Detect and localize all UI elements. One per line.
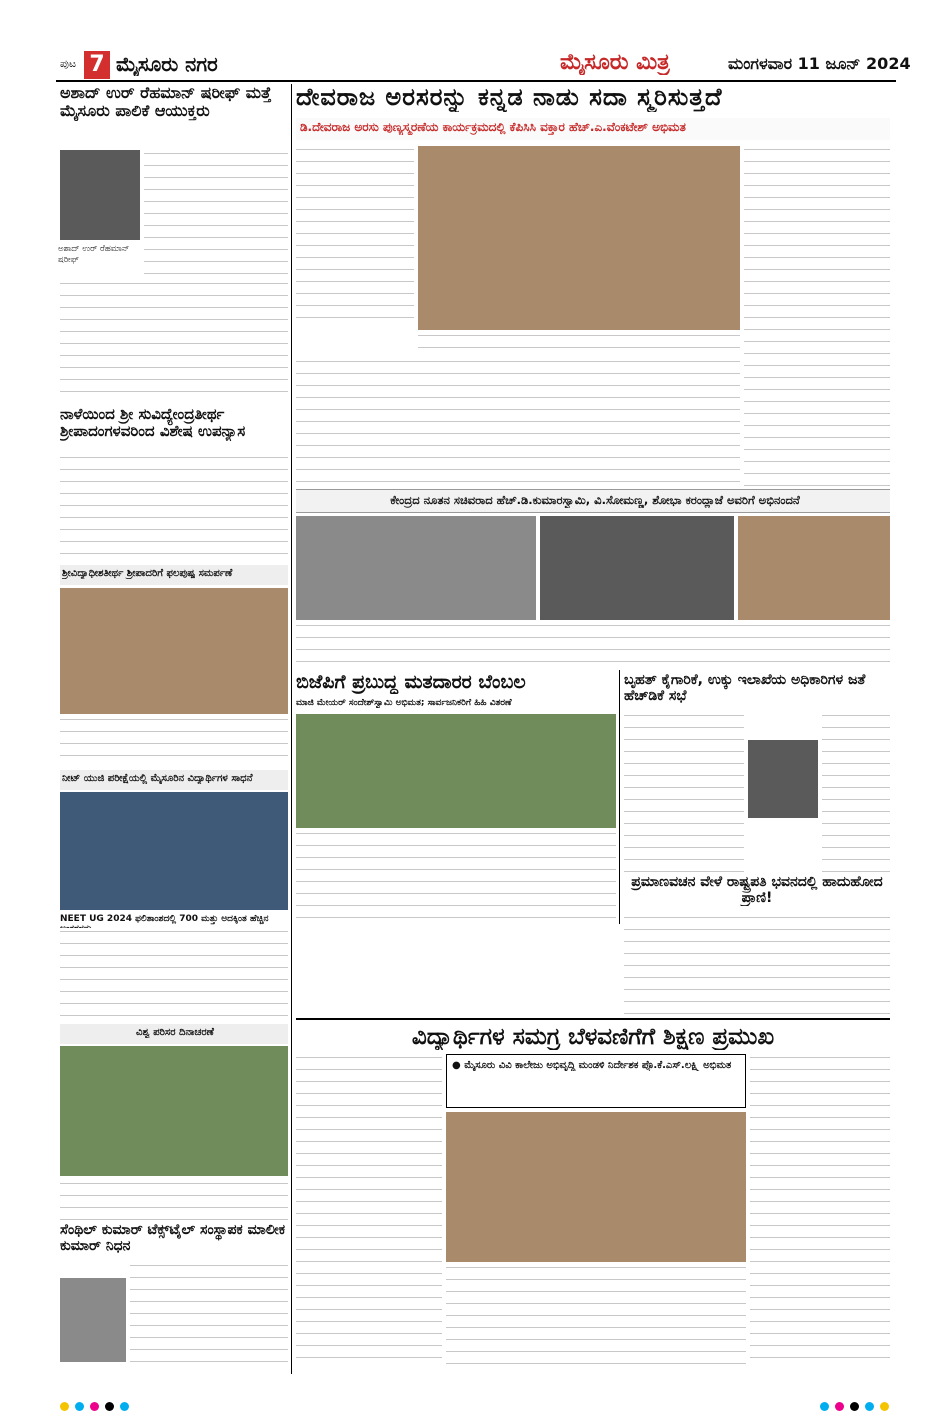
issue-date: ಮಂಗಳವಾರ 11 ಜೂನ್ 2024 (728, 54, 911, 73)
portrait-photo (60, 150, 140, 240)
left-story3-body (130, 1262, 288, 1366)
pooja-photo (60, 588, 288, 714)
lead-headline: ದೇವರಾಜ ಅರಸರನ್ನು ಕನ್ನಡ ನಾಡು ಸದಾ ಸ್ಮರಿಸುತ್ತದೆ (296, 84, 723, 111)
edu-body-col2 (446, 1288, 746, 1368)
right-story1-body-a (624, 712, 744, 872)
lead-body-lower (296, 358, 740, 486)
education-headline: ವಿದ್ಯಾರ್ಥಿಗಳ ಸಮಗ್ರ ಬೆಳವಣಿಗೆಗೆ ಶಿಕ್ಷಣ ಪ್ರಮುಖ (411, 1024, 775, 1050)
left-story2-title: ನಾಳೆಯಿಂದ ಶ್ರೀ ಸುವಿದ್ಯೇಂದ್ರತೀರ್ಥ ಶ್ರೀಪಾದಂಗಳವರಿಂದ ವಿಶೇಷ ಉಪನ್ಯಾಸ (60, 406, 246, 441)
tribute-photo (418, 146, 740, 330)
registration-marks-left (60, 1402, 160, 1414)
felicitation-photo-3 (738, 516, 890, 620)
header-rule (56, 80, 896, 82)
right-story2-body (624, 914, 890, 1014)
edu-body-col3 (750, 1054, 890, 1368)
tribute-caption (418, 332, 740, 356)
right-story1-title: ಬೃಹತ್ ಕೈಗಾರಿಕೆ, ಉಕ್ಕು ಇಲಾಖೆಯ ಅಧಿಕಾರಿಗಳ ಜತೆ ಹೆಚ್‌ಡಿಕೆ ಸಭೆ (624, 672, 866, 705)
lead-body-right (744, 146, 890, 486)
left-story1-body-cont (60, 280, 288, 398)
section-title: ಮೈಸೂರು ನಗರ (116, 52, 218, 76)
newspaper-brand: ಮೈಸೂರು ಮಿತ್ರ (560, 50, 670, 75)
lead-subhead: ಡಿ.ದೇವರಾಜ ಅರಸು ಪುಣ್ಯಸ್ಮರಣೆಯ ಕಾರ್ಯಕ್ರಮದಲ್ಲಿ ಕೆಪಿಸಿಸಿ ವಕ್ತಾರ ಹೆಚ್.ಎ.ವೆಂಕಟೇಶ್ ಅಭಿಮತ (300, 120, 686, 134)
tree-planting-photo (60, 1046, 288, 1176)
photo2-caption (60, 928, 288, 1020)
page-number: 7 (84, 51, 110, 79)
edu-summary: ● ಮೈಸೂರು ವಿವಿ ಕಾಲೇಜು ಅಭಿವೃದ್ಧಿ ಮಂಡಳಿ ನಿರ್ದೇಶಕ ಪ್ರೊ.ಕೆ.ಎಸ್.ಲಕ್ಷ್ಮಿ ಅಭಿಮತ (452, 1060, 732, 1071)
left-story2-body (60, 454, 288, 558)
bjp-body (296, 830, 616, 924)
photo1-caption (60, 716, 288, 766)
felicitation-photo-1 (296, 516, 536, 620)
left-story1-title: ಅಶಾದ್ ಉರ್ ರೆಹಮಾನ್ ಷರೀಫ್ ಮತ್ತೆ ಮೈಸೂರು ಪಾಲಿಕೆ ಆಯುಕ್ತರು (60, 84, 272, 121)
left-story3-title: ಸೆಂಥಿಲ್ ಕುಮಾರ್ ಟೆಕ್ಸ್‌ಟೈಲ್ ಸಂಸ್ಥಾಪಕ ಮಾಲೀಕ ಕುಮಾರ್ ನಿಧನ (60, 1222, 286, 1255)
photo1-title: ಶ್ರೀವಿದ್ಯಾಧೀಶತೀರ್ಥ ಶ್ರೀಪಾದರಿಗೆ ಫಲಪುಷ್ಪ ಸಮರ್ಪಣೆ (62, 568, 233, 579)
lamp-lighting-photo (446, 1112, 746, 1262)
edu-photo-caption (446, 1264, 746, 1284)
bjp-subtitle: ಮಾಜಿ ಮೇಯರ್ ಸಂದೇಶ್‌ಸ್ವಾಮಿ ಅಭಿಮತ; ಸಾರ್ವಜನಿಕರಿಗೆ ಹಿಹಿ ವಿತರಣೆ (296, 698, 512, 708)
neet-result-line: NEET UG 2024 ಫಲಿತಾಂಶದಲ್ಲಿ 700 ಮತ್ತು ಅದಕ್ಕಿಂತ ಹೆಚ್ಚಿನ (60, 914, 269, 924)
photo3-title: ವಿಶ್ವ ಪರಿಸರ ದಿನಾಚರಣೆ (136, 1027, 214, 1038)
neet-students-photo (60, 792, 288, 910)
bjp-photo (296, 714, 616, 828)
felicitation-caption (296, 622, 890, 668)
bjp-title: ಬಿಜೆಪಿಗೆ ಪ್ರಬುದ್ಧ ಮತದಾರರ ಬೆಂಬಲ (296, 672, 526, 693)
obituary-photo (60, 1278, 126, 1362)
right-story1-body-b (822, 712, 890, 872)
photo2-title: ನೀಟ್ ಯುಜಿ ಪರೀಕ್ಷೆಯಲ್ಲಿ ಮೈಸೂರಿನ ವಿದ್ಯಾರ್ಥಿಗಳ ಸಾಧನೆ (62, 773, 253, 784)
right-story2-title: ಪ್ರಮಾಣವಚನ ವೇಳೆ ರಾಷ್ಟ್ರಪತಿ ಭವನದಲ್ಲಿ ಹಾದುಹೋದ ಪ್ರಾಣಿ! (631, 874, 883, 907)
felicitation-photo-2 (540, 516, 734, 620)
lead-body-col1 (296, 146, 414, 328)
portrait-caption: ಅಶಾದ್ ಉರ್ ರೆಹಮಾನ್ ಷರೀಫ್ (58, 244, 130, 265)
photo3-caption (60, 1180, 288, 1220)
page-label: ಪುಟ (60, 57, 77, 70)
edu-body-col1 (296, 1054, 442, 1366)
felicitation-band-title: ಕೇಂದ್ರದ ನೂತನ ಸಚಿವರಾದ ಹೆಚ್.ಡಿ.ಕುಮಾರಸ್ವಾಮಿ, ವಿ.ಸೋಮಣ್ಣ, ಶೋಭಾ ಕರಂದ್ಲಾಜೆ ಅವರಿಗೆ ಅಭಿನಂದನೆ (390, 493, 800, 507)
left-story1-body (144, 150, 288, 274)
hdk-photo (748, 740, 818, 818)
registration-marks-right (820, 1402, 920, 1414)
